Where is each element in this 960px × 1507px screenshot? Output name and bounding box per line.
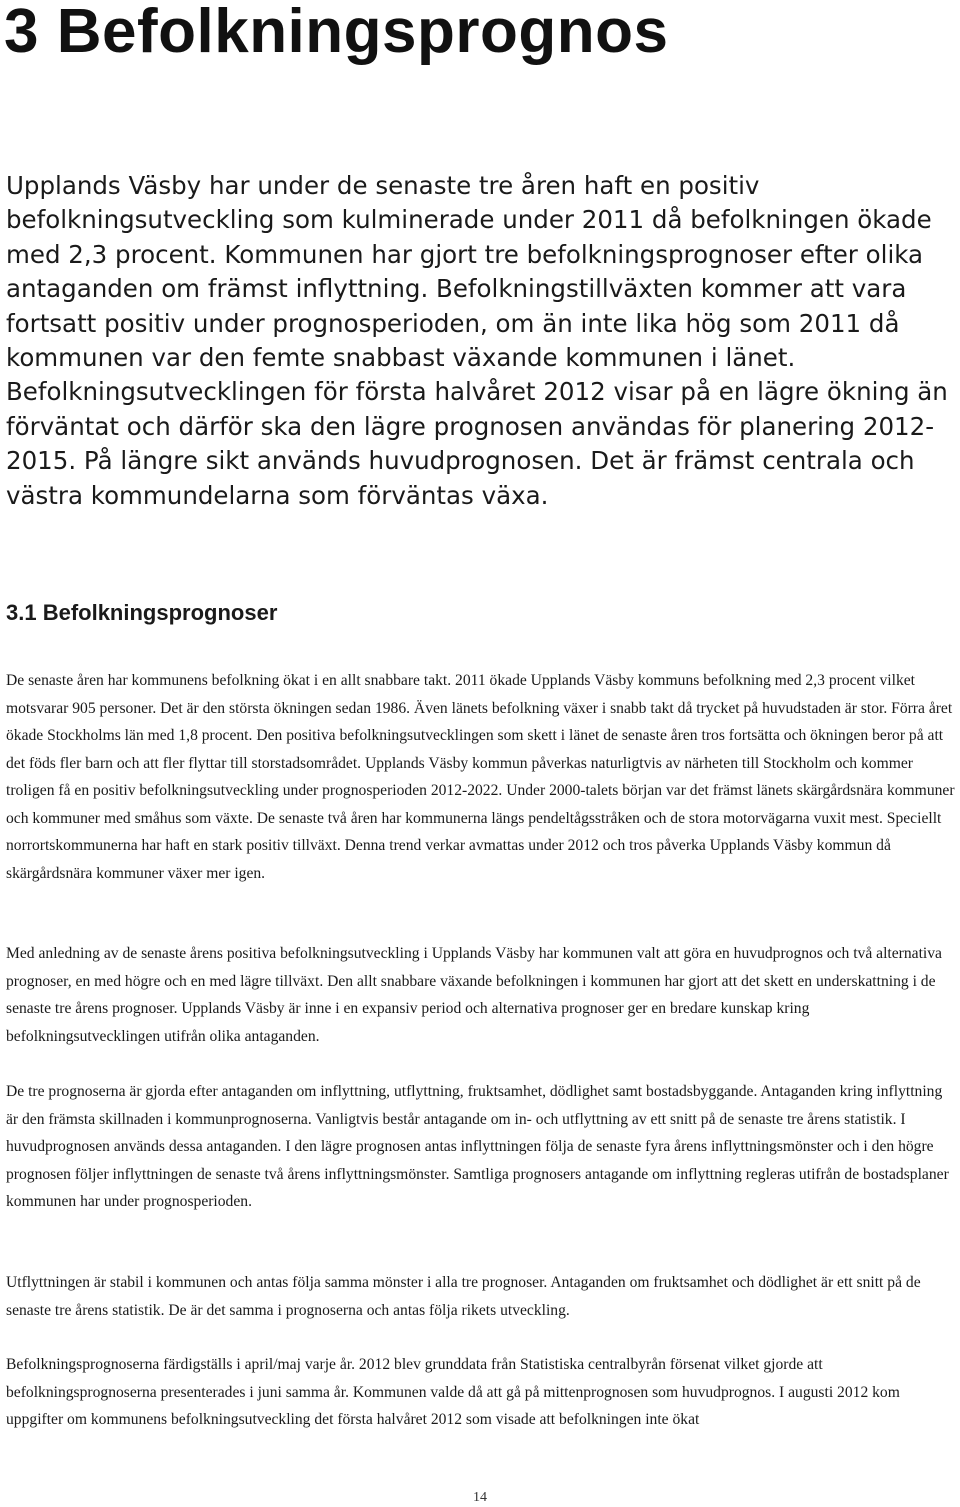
intro-paragraph: Upplands Väsby har under de senaste tre åren haft en positiv befolkningsutveckling som kulminerade under 2011 då befolkningen ökade med 2,3 procent. Kommunen har gjort tre befolkningsprognoser efter olika antaganden om främst inflyttning. Befolkningstillväxten kommer att vara fortsatt positiv under prognosperioden, om än inte lika hög som 2011 då kommunen var den femte snabbast växande kommunen i länet. Befolkningsutvecklingen för första halvåret 2012 visar på en lägre ökning än förväntat och därför ska den lägre prognosen användas för planering 2012-2015. På längre sikt används huvudprognosen. Det är främst centrala och västra kommundelarna som förväntas växa.	[6, 171, 948, 510]
body-paragraph: De senaste åren har kommunens befolkning ökat i en allt snabbare takt. 2011 ökade Upplands Väsby kommuns befolkning med 2,3 procent vilket motsvarar 905 personer. Det är den största ökningen sedan 1986. Även länets befolkning växer i snabb takt då trycket på huvudstaden är stor. Förra året ökade Stockholms län med 1,8 procent. Den positiva befolkningsutvecklingen som skett i länet de senaste åren tros fortsätta och ökningen beror på att det föds fler barn och att fler flyttar till storstadsområdet. Upplands Väsby kommun påverkas naturligtvis av närheten till Stockholm och kommer troligen få en positiv befolkningsutveckling under prognosperioden 2012-2022. Under 2000-talets början var det främst länets skärgårdsnära kommuner och kommuner med småhus som växte. De senaste två åren har kommunerna längs pendeltågsstråken och de stora motorvägarna vuxit mest. Speciellt norrortskommunerna har haft en stark positiv tillväxt. Denna trend verkar avmattas under 2012 och tros påverka Upplands Väsby kommun då skärgårdsnära kommuner växer mer igen.	[6, 672, 955, 882]
body-paragraph: Befolkningsprognoserna färdigställs i april/maj varje år. 2012 blev grunddata från Statistiska centralbyrån försenat vilket gjorde att befolkningsprognoserna presenterades i juni samma år. Kommunen valde då att gå på mittenprognosen som huvudprognos. I augusti 2012 kom uppgifter om kommunens befolkningsutveckling det första halvåret 2012 som visade att befolkningen inte ökat	[6, 1356, 900, 1428]
body-paragraph: Utflyttningen är stabil i kommunen och antas följa samma mönster i alla tre prognoser. Antaganden om fruktsamhet och dödlighet är ett snitt på de senaste tre årens statistik. De är det samma i prognoserna och antas följa rikets utveckling.	[6, 1274, 921, 1319]
chapter-title: 3 Befolkningsprognos	[4, 0, 669, 66]
body-paragraph: De tre prognoserna är gjorda efter antaganden om inflyttning, utflyttning, fruktsamhet, dödlighet samt bostadsbyggande. Antaganden kring inflyttning är den främsta skillnaden i kommunprognoserna. Vanligtvis består antagande om in- och utflyttning av ett snitt på de senaste tre årens statistik. I huvudprognosen används dessa antaganden. I den lägre prognosen antas inflyttningen följa de senaste fyra årens inflyttningsmönster och i den högre prognosen följer inflyttningen de senaste två årens inflyttningsmönster. Samtliga prognosers antagande om inflyttning regleras utifrån de bostadsplaner kommunen har under prognosperioden.	[6, 1083, 949, 1210]
body-paragraph: Med anledning av de senaste årens positiva befolkningsutveckling i Upplands Väsby har kommunen valt att göra en huvudprognos och två alternativa prognoser, en med högre och en med lägre tillväxt. Den allt snabbare växande befolkningen i kommunen har gjort att det skett en underskattning i de senaste tre årens prognoser. Upplands Väsby är inne i en expansiv period och alternativa prognoser ger en bredare kunskap kring befolkningsutvecklingen utifrån olika antaganden.	[6, 945, 942, 1045]
page-number: 14	[473, 1490, 487, 1505]
section-title: 3.1 Befolkningsprognoser	[6, 600, 278, 625]
